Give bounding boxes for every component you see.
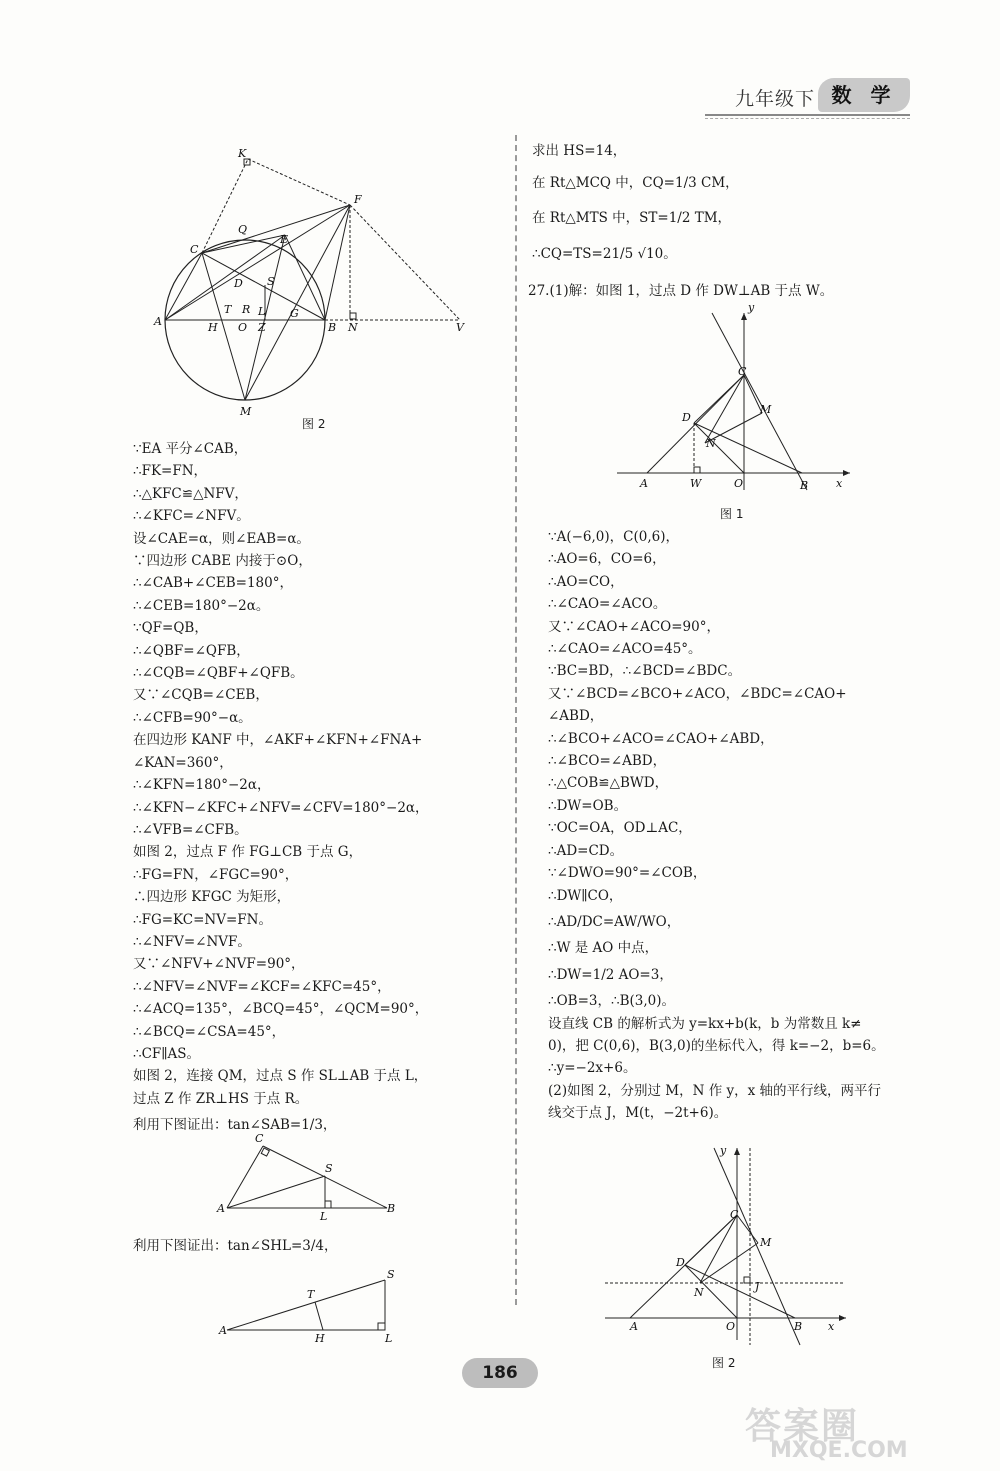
text-line: 如图 2，连接 QM，过点 S 作 SL⊥AB 于点 L， bbox=[133, 1068, 428, 1085]
text-line: ∴CF∥AS。 bbox=[133, 1045, 201, 1062]
text-line: ∠KAN=360°， bbox=[133, 754, 233, 771]
svg-text:L: L bbox=[258, 305, 266, 318]
svg-text:A: A bbox=[217, 1202, 225, 1215]
svg-text:G: G bbox=[290, 307, 299, 320]
header-rule bbox=[705, 114, 910, 116]
text-line-tan-shl: 利用下图证出：tan∠SHL=3/4， bbox=[133, 1238, 338, 1254]
text-line: ∴FG=FN，∠FGC=90°， bbox=[133, 866, 299, 883]
svg-text:y: y bbox=[720, 1144, 727, 1157]
svg-text:T: T bbox=[224, 303, 232, 316]
figure-caption: 图 1 bbox=[720, 507, 744, 521]
text-line: ∴△KFC≌△NFV， bbox=[133, 485, 248, 502]
svg-text:R: R bbox=[242, 303, 251, 316]
svg-text:L: L bbox=[320, 1210, 328, 1222]
svg-text:B: B bbox=[794, 1320, 803, 1333]
text-line: ∴∠VFB=∠CFB。 bbox=[133, 821, 248, 838]
svg-text:M: M bbox=[760, 1236, 772, 1249]
svg-text:B: B bbox=[328, 321, 337, 334]
svg-text:H: H bbox=[208, 321, 218, 334]
text-line: ∴W 是 AO 中点， bbox=[548, 940, 659, 957]
svg-text:N: N bbox=[706, 437, 716, 450]
svg-text:C: C bbox=[255, 1132, 264, 1145]
text-line: ∴DW=1/2 AO=3， bbox=[548, 966, 673, 983]
coordinate-figure-1 bbox=[612, 305, 857, 495]
text-line: (2)如图 2，分别过 M，N 作 y，x 轴的平行线，两平行 bbox=[548, 1082, 882, 1099]
svg-text:J: J bbox=[755, 1280, 760, 1293]
svg-text:y: y bbox=[748, 305, 755, 314]
text-line: ∵∠DWO=90°=∠COB， bbox=[548, 865, 707, 882]
text-line: 0)，把 C(0,6)，B(3,0)的坐标代入，得 k=−2，b=6。 bbox=[548, 1037, 885, 1054]
text-line: ∴∠NFV=∠NVF。 bbox=[133, 933, 251, 950]
text-line: ∴OB=3，∴B(3,0)。 bbox=[548, 993, 675, 1010]
text-line: 线交于点 J，M(t，−2t+6)。 bbox=[548, 1105, 728, 1122]
watermark-logo: 答案圈 bbox=[745, 1406, 860, 1447]
text-line: ∴∠BCO=∠ABD， bbox=[548, 753, 667, 770]
triangle-sab-figure bbox=[215, 1130, 400, 1222]
text-line: 又∵∠NFV+∠NVF=90°， bbox=[133, 956, 305, 973]
circle-geometry-figure bbox=[150, 135, 485, 425]
text-line: ∴∠BCO+∠ACO=∠CAO+∠ABD， bbox=[548, 730, 774, 747]
svg-text:A: A bbox=[630, 1320, 638, 1333]
text-line: ∵A(−6,0)，C(0,6)， bbox=[548, 529, 679, 545]
svg-text:O: O bbox=[238, 321, 248, 334]
text-line: 利用下图证出：tan∠SAB=1/3， bbox=[133, 1117, 337, 1134]
svg-text:x: x bbox=[828, 1320, 835, 1333]
text-line: 又∵∠BCD=∠BCO+∠ACO，∠BDC=∠CAO+ bbox=[548, 685, 847, 702]
page-number: 186 bbox=[462, 1358, 538, 1388]
svg-text:D: D bbox=[676, 1256, 685, 1269]
text-line: 又∵∠CQB=∠CEB， bbox=[133, 687, 269, 704]
text-line: 设直线 CB 的解析式为 y=kx+b(k，b 为常数且 k≠ bbox=[548, 1015, 862, 1032]
svg-text:M: M bbox=[760, 403, 772, 416]
svg-text:C: C bbox=[738, 365, 747, 378]
text-line: 在 Rt△MCQ 中，CQ=1/3 CM， bbox=[532, 175, 739, 192]
svg-text:S: S bbox=[325, 1162, 333, 1175]
text-line: ∴∠CAO=∠ACO=45°。 bbox=[548, 641, 702, 658]
text-line: 在 Rt△MTS 中，ST=1/2 TM， bbox=[532, 209, 732, 226]
triangle-shl-figure bbox=[215, 1268, 400, 1346]
text-line: ∵OC=OA，OD⊥AC， bbox=[548, 820, 692, 837]
svg-text:N: N bbox=[694, 1286, 704, 1299]
header-grade: 九年级下 bbox=[735, 88, 816, 110]
svg-text:Q: Q bbox=[238, 223, 248, 236]
text-line: ∴DW=OB。 bbox=[548, 797, 628, 814]
svg-text:M: M bbox=[240, 405, 252, 418]
svg-text:A: A bbox=[640, 477, 648, 490]
svg-text:F: F bbox=[354, 193, 362, 206]
text-line: ∴∠ACQ=135°，∠BCQ=45°，∠QCM=90°， bbox=[133, 1001, 429, 1018]
left-column bbox=[133, 438, 498, 1137]
text-line: ∴∠BCQ=∠CSA=45°， bbox=[133, 1023, 286, 1040]
svg-text:H: H bbox=[315, 1332, 325, 1345]
svg-text:x: x bbox=[836, 477, 843, 490]
svg-text:B: B bbox=[800, 479, 809, 492]
text-line: ∴△COB≌△BWD， bbox=[548, 775, 669, 792]
svg-text:D: D bbox=[234, 277, 243, 290]
svg-text:D: D bbox=[682, 411, 691, 424]
text-line: ∴CQ=TS=21/5 √10。 bbox=[532, 246, 677, 263]
svg-text:Z: Z bbox=[258, 321, 266, 334]
svg-text:V: V bbox=[456, 321, 464, 334]
svg-text:W: W bbox=[690, 477, 702, 490]
text-line: 在四边形 KANF 中，∠AKF+∠KFN+∠FNA+ bbox=[133, 732, 423, 749]
text-line: ∴∠CQB=∠QBF+∠QFB。 bbox=[133, 665, 304, 682]
svg-text:A: A bbox=[219, 1324, 227, 1337]
text-line: ∵四边形 CABE 内接于⊙O， bbox=[133, 553, 312, 570]
svg-text:K: K bbox=[238, 147, 247, 160]
text-line: 求出 HS=14， bbox=[532, 143, 627, 159]
svg-text:T: T bbox=[307, 1288, 315, 1301]
text-line: ∴FG=KC=NV=FN。 bbox=[133, 911, 272, 928]
text-line: ∴∠KFN−∠KFC+∠NFV=∠CFV=180°−2α， bbox=[133, 799, 429, 816]
svg-text:L: L bbox=[385, 1332, 393, 1345]
text-line: ∴∠CFB=90°−α。 bbox=[133, 709, 252, 726]
text-line: 如图 2，过点 F 作 FG⊥CB 于点 G， bbox=[133, 844, 363, 861]
coordinate-figure-2 bbox=[600, 1140, 850, 1350]
svg-text:O: O bbox=[726, 1320, 736, 1333]
text-line: ∴∠CAB+∠CEB=180°， bbox=[133, 575, 293, 592]
text-line: 过点 Z 作 ZR⊥HS 于点 R。 bbox=[133, 1090, 309, 1107]
text-line: ∴∠KFC=∠NFV。 bbox=[133, 508, 250, 525]
svg-text:C: C bbox=[730, 1208, 739, 1221]
text-line: ∵EA 平分∠CAB， bbox=[133, 441, 248, 457]
text-line: ∴y=−2x+6。 bbox=[548, 1060, 637, 1077]
svg-text:N: N bbox=[348, 321, 358, 334]
svg-text:A: A bbox=[154, 315, 162, 328]
text-line: ∴四边形 KFGC 为矩形， bbox=[133, 889, 291, 906]
svg-text:O: O bbox=[734, 477, 744, 490]
header-rule-dashed bbox=[705, 118, 910, 119]
text-line: 27.(1)解：如图 1，过点 D 作 DW⊥AB 于点 W。 bbox=[528, 282, 834, 299]
right-column-main bbox=[548, 526, 908, 1125]
svg-text:E: E bbox=[280, 233, 289, 246]
text-line: ∵QF=QB， bbox=[133, 620, 208, 637]
svg-text:S: S bbox=[387, 1268, 395, 1281]
text-line: 设∠CAE=α，则∠EAB=α。 bbox=[133, 530, 310, 547]
text-line: ∴AD/DC=AW/WO， bbox=[548, 913, 681, 930]
watermark-url: MXQE.COM bbox=[770, 1438, 908, 1463]
text-line: ∠ABD， bbox=[548, 708, 604, 725]
text-line: ∴AO=6，CO=6， bbox=[548, 551, 666, 568]
right-column-top bbox=[528, 140, 907, 302]
text-line: ∴FK=FN， bbox=[133, 463, 208, 480]
text-line: ∴∠QBF=∠QFB， bbox=[133, 642, 250, 659]
svg-text:S: S bbox=[267, 275, 275, 288]
text-line: ∴DW∥CO， bbox=[548, 887, 623, 904]
svg-text:C: C bbox=[190, 243, 199, 256]
text-line: ∵BC=BD，∴∠BCD=∠BDC。 bbox=[548, 663, 742, 680]
text-line: ∴AO=CO， bbox=[548, 573, 624, 590]
figure-caption: 图 2 bbox=[302, 417, 326, 431]
svg-text:B: B bbox=[387, 1202, 396, 1215]
text-line: ∴∠NFV=∠NVF=∠KCF=∠KFC=45°， bbox=[133, 978, 391, 995]
header-subject-tab: 数 学 bbox=[818, 78, 910, 112]
text-line: 又∵∠CAO+∠ACO=90°， bbox=[548, 618, 720, 635]
column-divider bbox=[515, 135, 517, 1305]
text-line: ∴∠KFN=180°−2α， bbox=[133, 777, 271, 794]
text-line: ∴∠CEB=180°−2α。 bbox=[133, 597, 270, 614]
text-line: ∴∠CAO=∠ACO。 bbox=[548, 596, 667, 613]
figure-caption: 图 2 bbox=[712, 1356, 736, 1370]
text-line: ∴AD=CD。 bbox=[548, 842, 624, 859]
